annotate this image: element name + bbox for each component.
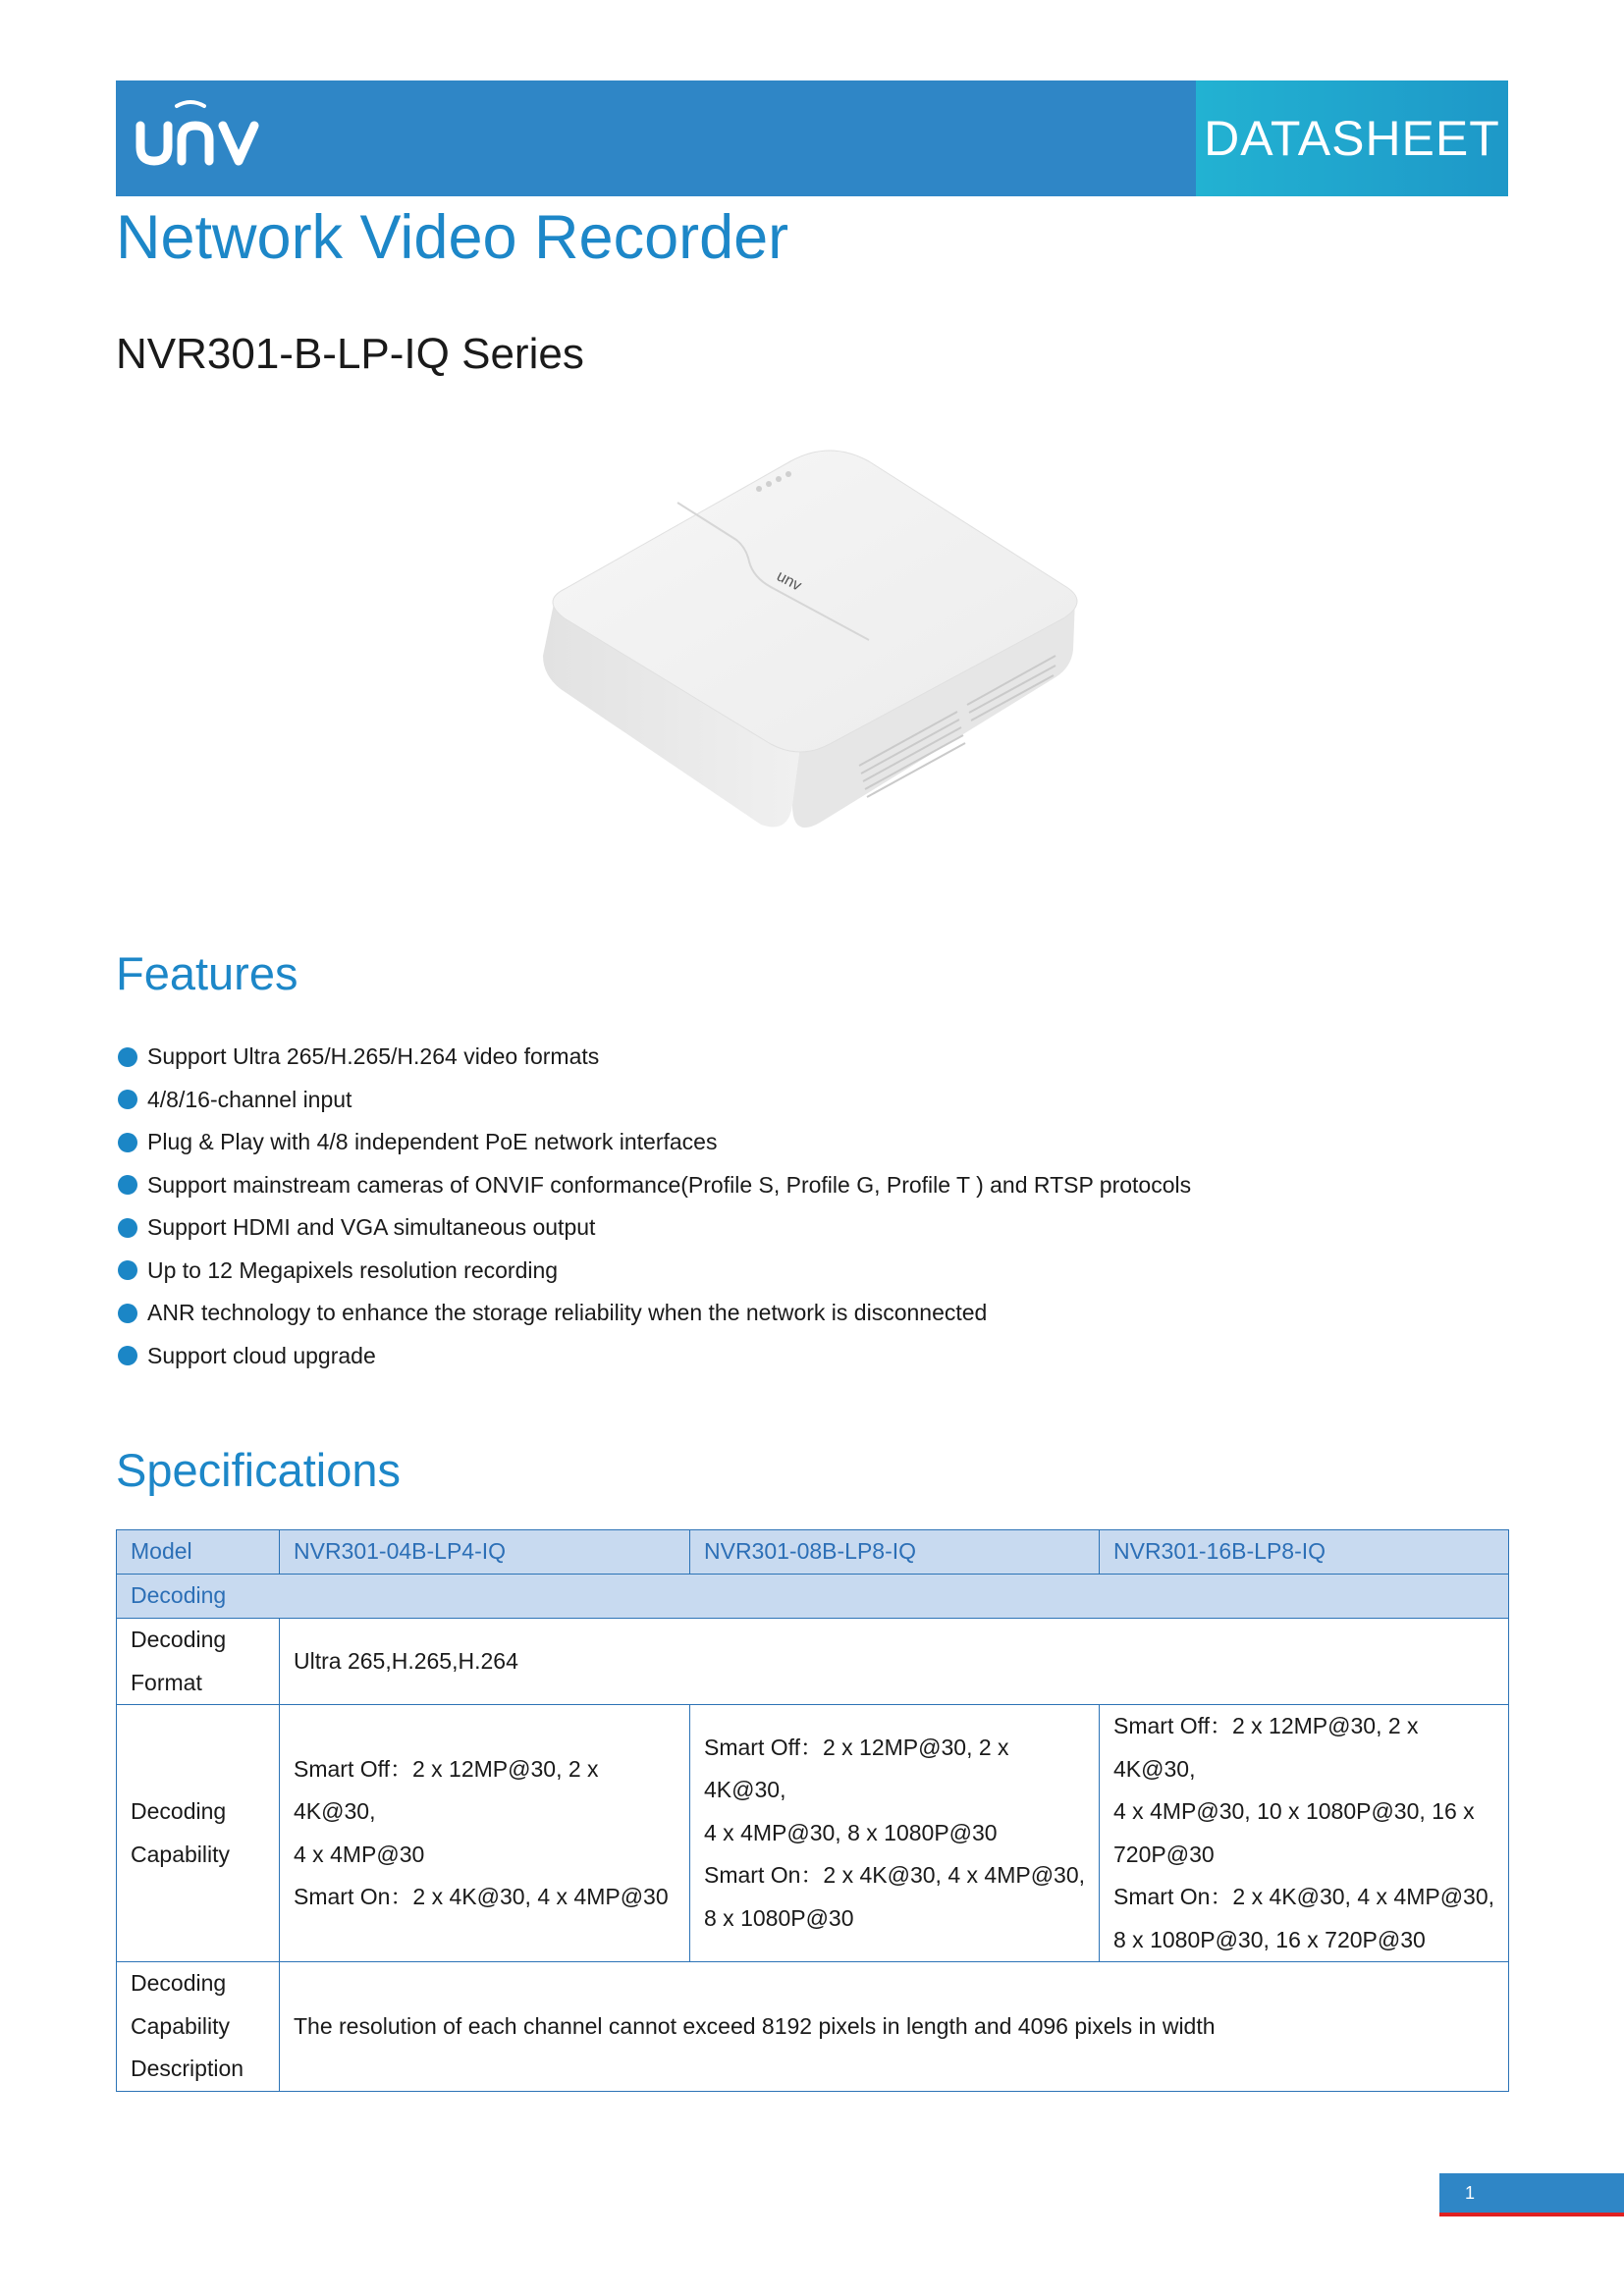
bullet-icon [118,1133,137,1152]
specifications-heading: Specifications [116,1444,401,1496]
list-item: Support Ultra 265/H.265/H.264 video formats [116,1036,1490,1079]
bullet-icon [118,1047,137,1067]
row-label: Decoding Capability [117,1705,280,1962]
row-label: Decoding Format [117,1619,280,1705]
list-item: Plug & Play with 4/8 independent PoE network interfaces [116,1121,1490,1164]
list-item: 4/8/16-channel input [116,1079,1490,1122]
row-value: Smart Off：2 x 12MP@30, 2 x 4K@30, 4 x 4MP@30, 10 x 1080P@30, 16 x 720P@30 Smart On：2 x 4K@30, 4 x 4MP@30, 8 x 1080P@30, 16 x 720P@30 [1100,1705,1509,1962]
bullet-icon [118,1090,137,1109]
table-row [117,1619,1509,1705]
bullet-icon [118,1260,137,1280]
list-item: Support mainstream cameras of ONVIF conformance(Profile S, Profile G, Profile T ) and RTSP protocols [116,1164,1490,1207]
list-item: Up to 12 Megapixels resolution recording [116,1250,1490,1293]
unv-logo [135,98,273,177]
features-list [116,1036,1490,1377]
list-item: Support cloud upgrade [116,1335,1490,1378]
list-item: Support HDMI and VGA simultaneous output [116,1206,1490,1250]
row-label: Decoding Capability Description [117,1962,280,2092]
header-bar [116,80,1508,196]
row-value: The resolution of each channel cannot exceed 8192 pixels in length and 4096 pixels in width [280,1962,1509,2092]
features-heading: Features [116,947,298,999]
list-item: ANR technology to enhance the storage reliability when the network is disconnected [116,1292,1490,1335]
model-name: NVR301-16B-LP8-IQ [1100,1530,1509,1575]
bullet-icon [118,1175,137,1195]
page-number-underline [1439,2213,1624,2216]
page-title: Network Video Recorder [116,203,789,272]
section-label: Decoding [117,1575,1509,1619]
specifications-table [116,1529,1509,2092]
nvr-device-image [535,432,1105,864]
table-row [117,1962,1509,2092]
row-value: Smart Off：2 x 12MP@30, 2 x 4K@30, 4 x 4MP@30, 8 x 1080P@30 Smart On：2 x 4K@30, 4 x 4MP@30, 8 x 1080P@30 [690,1705,1100,1962]
bullet-icon [118,1304,137,1323]
table-row [117,1705,1509,1962]
model-name: NVR301-04B-LP4-IQ [280,1530,690,1575]
row-value: Smart Off：2 x 12MP@30, 2 x 4K@30, 4 x 4MP@30 Smart On：2 x 4K@30, 4 x 4MP@30 [280,1705,690,1962]
model-label: Model [117,1530,280,1575]
page-number: 1 [1439,2173,1624,2213]
svg-text:unv: unv [774,567,804,595]
row-value: Ultra 265,H.265,H.264 [280,1619,1509,1705]
table-header-row [117,1530,1509,1575]
bullet-icon [118,1346,137,1365]
model-name: NVR301-08B-LP8-IQ [690,1530,1100,1575]
section-row [117,1575,1509,1619]
page-subtitle: NVR301-B-LP-IQ Series [116,330,584,378]
datasheet-tab: DATASHEET [1196,80,1508,196]
bullet-icon [118,1218,137,1238]
